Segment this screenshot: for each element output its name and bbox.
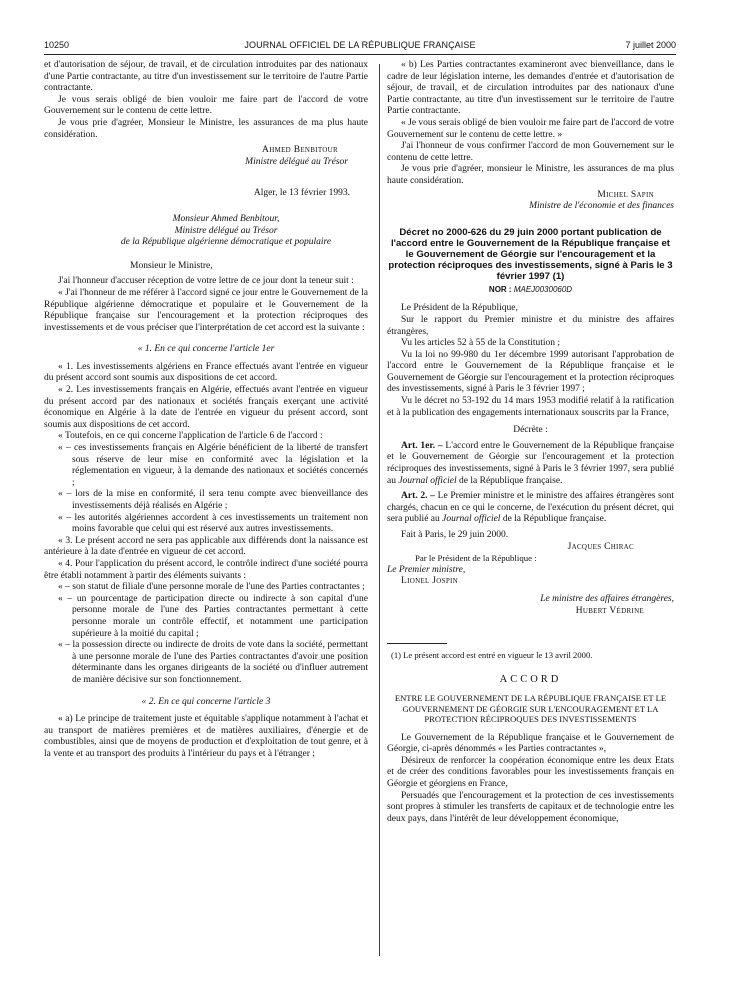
header-rule	[44, 54, 676, 55]
footnote-rule	[387, 643, 447, 644]
paragraph: « b) Les Parties contractantes examineront avec bienveillance, dans le cadre de leur législation interne, les demandes d'entrée et d'autorisation de séjour, de travail, et de circulation introduites par des nationaux d'une Partie contractante, au titre d'un investissement sur le territoire de l'autre Partie contractante.	[387, 60, 674, 117]
column-divider	[379, 64, 380, 956]
nor-label: NOR :	[488, 284, 514, 294]
list-item: « – un pourcentage de participation directe ou indirecte à son capital d'une personne morale de l'une des Parties contractantes permettant à cette personne morale un contrôle effectif, et notamment une participation supérieure à la moitié du capital ;	[58, 593, 368, 639]
paragraph: « 3. Le présent accord ne sera pas applicable aux différends dont la naissance est antérieure à la date d'entrée en vigueur de cet accord.	[44, 535, 368, 558]
accord-subtitle: ENTRE LE GOUVERNEMENT DE LA RÉPUBLIQUE FRANÇAISE ET LE GOUVERNEMENT DE GÉORGIE SUR L'ENCOURAGEMENT ET LA PROTECTION RÉCIPROQUES DES INVESTISSEMENTS	[394, 693, 667, 725]
signing-place: Fait à Paris, le 29 juin 2000.	[401, 530, 509, 540]
signatory-title: Ministre de l'économie et des finances	[529, 201, 674, 212]
journal-title: JOURNAL OFFICIEL DE LA RÉPUBLIQUE FRANÇAISE	[244, 40, 476, 50]
list-item: « – la possession directe ou indirecte de droits de vote dans la société, permettant à une personne morale de l'une des Parties contractantes d'avoir une position déterminante dans les organes dirigeants de la société ou d'influer autrement de manière décisive sur son fonctionnement.	[58, 640, 368, 685]
decrete: Décrète :	[513, 425, 548, 436]
minister-title: Le ministre des affaires étrangères,	[540, 593, 674, 604]
page-number: 10250	[44, 40, 70, 50]
paragraph: J'ai l'honneur de vous confirmer l'accord de mon Gouvernement sur le contenu de cette lettre.	[387, 141, 674, 163]
paragraph: « Je vous serais obligé de bien vouloir me faire part de l'accord de votre Gouvernement sur le contenu de cette lettre. »	[387, 117, 674, 140]
paragraph: Vu les articles 52 à 55 de la Constitution ;	[401, 338, 561, 349]
paragraph: Vu la loi no 99-980 du 1er décembre 1999 autorisant l'approbation de l'accord entre le Gouvernement de la République française et le Gouvernement de Géorgie sur l'encouragement et la protection réciproques des investissements, signé à Paris le 3 février 1997 ;	[387, 349, 674, 395]
journal-ref: Journal officiel	[398, 475, 457, 486]
issue-date: 7 juillet 2000	[625, 40, 676, 50]
left-column	[44, 60, 368, 760]
paragraph: « J'ai l'honneur de me référer à l'accord signé ce jour entre le Gouvernement de la République algérienne démocratique et populaire et le Gouvernement de la République française sur l'encouragement et la protection réciproques des investissements et de vous préciser que l'interprétation de cet accord est la suivante :	[44, 287, 368, 333]
list-item: « – lors de la mise en conformité, il sera tenu compte avec bienveillance des investissements déjà réalisés en Algérie ;	[58, 489, 368, 511]
pm-title: Le Premier ministre,	[387, 564, 466, 575]
paragraph: Le Président de la République,	[401, 303, 518, 314]
paragraph: et d'autorisation de séjour, de travail, et de circulation introduites par des nationaux d'une Partie contractante, au titre d'un investissement sur le territoire de l'autre Partie contractante.	[44, 60, 368, 94]
article-text: Le Premier ministre et le ministre des affaires étrangères sont chargés, chacun en ce qui le concerne, de l'exécution du présent décret, qui sera publié au	[387, 491, 674, 525]
signatory-name: Michel Sapin	[597, 189, 654, 200]
paragraph: Je vous prie d'agréer, monsieur le Ministre, les assurances de ma plus haute considération.	[387, 164, 674, 186]
addressee-title: Ministre délégué au Trésor	[174, 225, 278, 236]
article-1	[387, 441, 674, 487]
list-item: « – son statut de filiale d'une personne morale de l'une des Parties contractantes ;	[58, 582, 365, 593]
president-name: Jacques Chirac	[567, 541, 634, 552]
paragraph: « 2. Les investissements français en Algérie, effectués avant l'entrée en vigueur du présent accord par des nationaux et sociétés français exerçant une activité économique en Algérie à la date de l'entrée en vigueur du présent accord, sont soumis aux dispositions de cet accord.	[44, 385, 368, 430]
accord-heading: ACCORD	[499, 673, 562, 685]
page-header	[44, 40, 676, 54]
addressee-name: Monsieur Ahmed Benbitour,	[172, 213, 280, 224]
article-label: Art. 2. –	[401, 491, 435, 502]
paragraph: Le Gouvernement de la République française et le Gouvernement de Géorgie, ci-après dénommés « les Parties contractantes »,	[387, 732, 674, 755]
article-text: de la République française.	[500, 514, 607, 525]
footnote: (1) Le présent accord est entré en vigueur le 13 avril 2000.	[391, 650, 593, 661]
signatory-title: Ministre délégué au Trésor	[245, 156, 348, 167]
minister-name: Hubert Védrine	[575, 605, 644, 616]
article-text: L'accord entre le Gouvernement de la République française et le Gouvernement de Géorgie sur l'encouragement et la protection réciproques des investissements, signé à Paris le 3 février 1997, sera publié au	[387, 440, 674, 486]
article-2	[387, 491, 674, 526]
pm-name: Lionel Jospin	[401, 576, 458, 587]
letter-date: Alger, le 13 février 1993.	[253, 188, 350, 199]
paragraph: Je vous serais obligé de bien vouloir me faire part de l'accord de votre Gouvernement sur le contenu de cette lettre.	[44, 94, 368, 117]
nor-code: MAEJ0030060D	[513, 284, 573, 294]
section-heading: « 1. En ce qui concerne l'article 1er	[137, 344, 275, 355]
list-item: « – ces investissements français en Algérie bénéficient de la liberté de transfert sous réserve de leur mise en conformité avec la législation et la réglementation en vigueur, à la demande des nationaux et sociétés concernés ;	[58, 443, 368, 488]
decree-title: Décret no 2000-626 du 29 juin 2000 portant publication de l'accord entre le Gouvernement de la République française et le Gouvernement de Géorgie sur l'encouragement et la protection réciproques des investissements, signé à Paris le 3 février 1997 (1)	[388, 226, 673, 282]
by-president: Par le Président de la République :	[415, 553, 537, 564]
salutation: Monsieur le Ministre,	[130, 260, 213, 271]
paragraph: « 1. Les investissements algériens en France effectués avant l'entrée en vigueur du présent accord sont soumis aux dispositions de cet accord.	[44, 361, 368, 384]
paragraph: Désireux de renforcer la coopération économique entre les deux Etats et de créer des conditions favorables pour les investissements français en Géorgie et géorgiens en France,	[387, 755, 674, 789]
article-label: Art. 1er. –	[401, 440, 443, 451]
paragraph: Je vous prie d'agréer, Monsieur le Ministre, les assurances de ma plus haute considération.	[44, 117, 368, 140]
list-item: « – les autorités algériennes accordent à ces investissements un traitement non moins favorable que celui qui est réservé aux autres investissements.	[58, 512, 368, 535]
signatory-name: Ahmed Benbitour	[262, 145, 338, 156]
paragraph: « 4. Pour l'application du présent accord, le contrôle indirect d'une société pourra être établi notamment à partir des éléments suivants :	[44, 558, 368, 581]
paragraph: J'ai l'honneur d'accuser réception de votre lettre de ce jour dont la teneur suit :	[58, 276, 354, 287]
paragraph: « a) Le principe de traitement juste et équitable s'applique notamment à l'achat et au transport de matières premières et de matières auxiliaires, d'énergie et de combustibles, ainsi que de moyens de production et d'exploitation de tout genre, et à la vente et au transport des produits à l'intérieur du pays et à l'étranger ;	[44, 714, 368, 759]
nor-reference	[387, 284, 674, 296]
right-column	[387, 60, 674, 825]
article-text: de la République française.	[456, 475, 563, 486]
addressee-country: de la République algérienne démocratique et populaire	[120, 237, 332, 248]
paragraph: « Toutefois, en ce qui concerne l'application de l'article 6 de l'accord :	[58, 431, 323, 442]
journal-ref: Journal officiel	[442, 514, 501, 525]
paragraph: Vu le décret no 53-192 du 14 mars 1953 modifié relatif à la ratification et à la publication des engagements internationaux souscrits par la France,	[387, 396, 674, 418]
section-heading: « 2. En ce qui concerne l'article 3	[141, 696, 271, 707]
paragraph: Persuadés que l'encouragement et la protection de ces investissements sont propres à stimuler les transferts de capitaux et de technologie entre les deux pays, dans l'intérêt de leur développement économique,	[387, 790, 674, 824]
paragraph: Sur le rapport du Premier ministre et du ministre des affaires étrangères,	[387, 314, 674, 337]
